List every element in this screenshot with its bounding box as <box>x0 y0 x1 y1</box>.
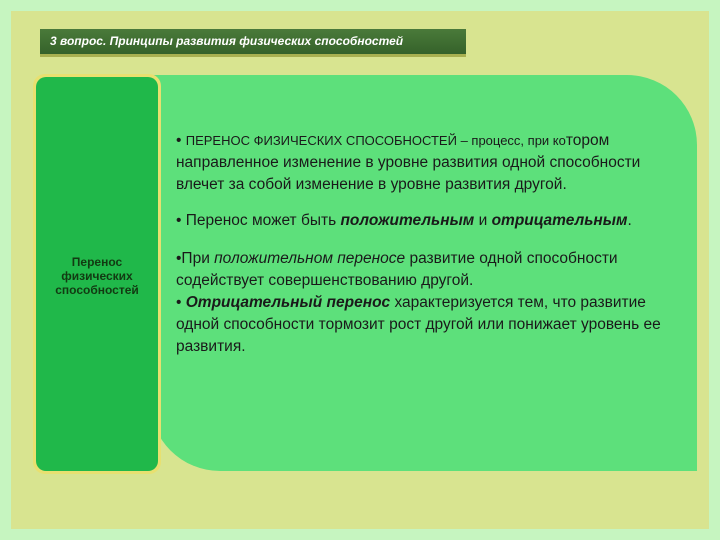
positive-term: положительным <box>340 212 475 229</box>
side-card-label: Перенос физических способностей <box>55 255 139 297</box>
bullet: • <box>176 294 186 311</box>
explanation-paragraph <box>176 248 676 358</box>
and-text: и <box>474 212 492 229</box>
positive-transfer-term: положительном переносе <box>214 250 406 267</box>
content-text <box>176 130 676 358</box>
negative-transfer-text: характеризуется тем, что развитие одной способности тормозит рост другой или понижает уровень ее развития. <box>176 294 661 355</box>
definition-text: тором направленное изменение в уровне развития одной способности влечет за собой изменение в уровне развития другой. <box>176 132 641 193</box>
term-caps: ПЕРЕНОС ФИЗИЧЕСКИХ СПОСОБНОСТЕЙ <box>185 133 457 148</box>
types-lead: • Перенос может быть <box>176 212 341 229</box>
period: . <box>627 212 632 229</box>
side-card-inner <box>36 77 158 471</box>
bullet: •При <box>176 250 215 267</box>
definition-lead: – процесс, при ко <box>456 133 566 148</box>
slide-title: 3 вопрос. Принципы развития физических способностей <box>40 29 466 57</box>
positive-transfer-text: развитие одной способности содействует совершенствованию другой. <box>176 250 618 289</box>
types-paragraph <box>176 210 676 232</box>
side-card <box>33 74 161 474</box>
negative-term: отрицательным <box>491 212 628 229</box>
negative-transfer-term: Отрицательный перенос <box>185 294 391 311</box>
bullet: • <box>176 132 186 149</box>
definition-paragraph <box>176 130 676 196</box>
